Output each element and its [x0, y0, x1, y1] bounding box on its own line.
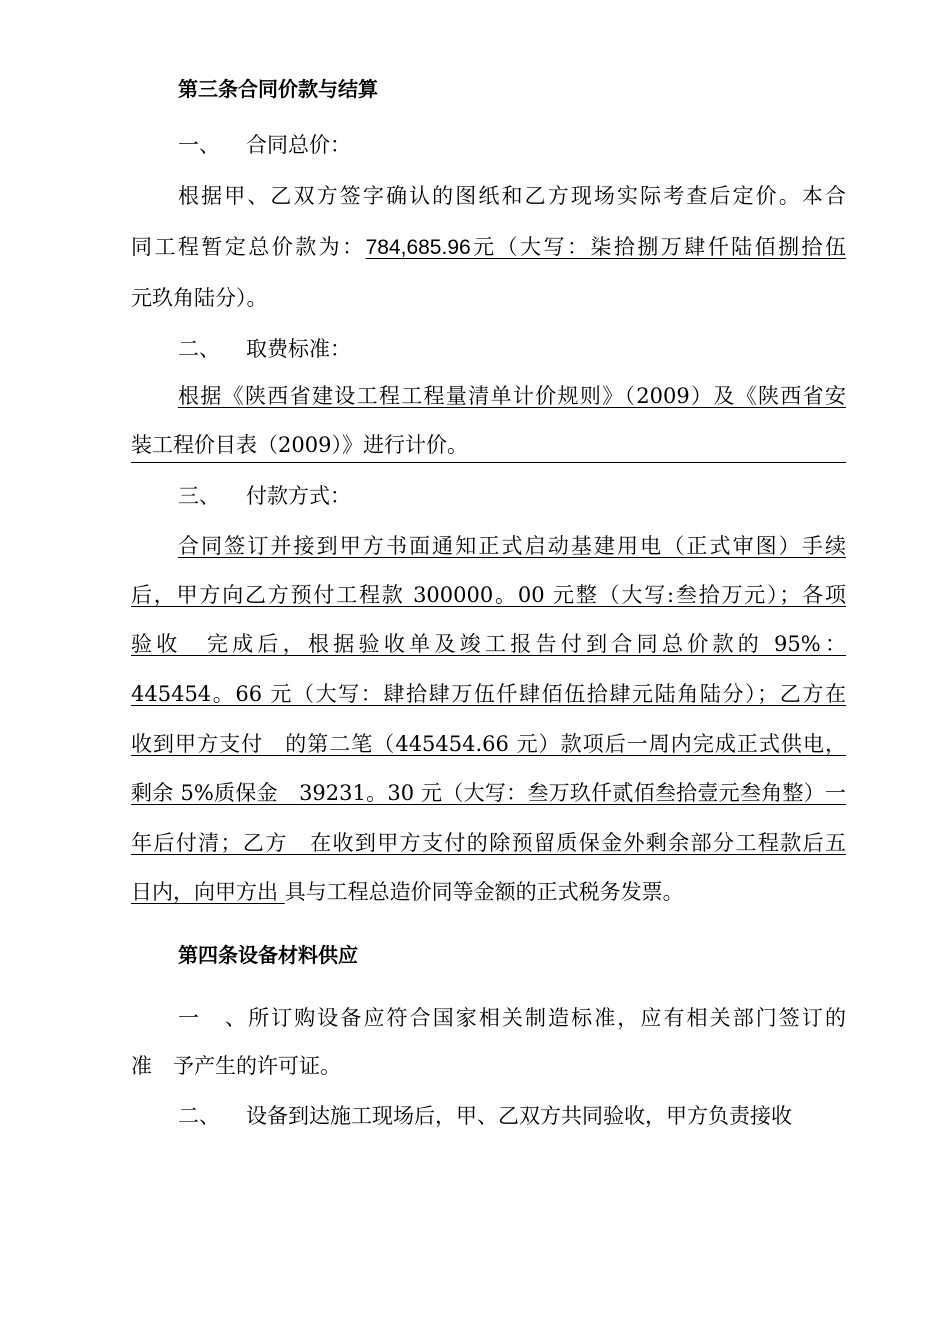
total-price-line-2 — [131, 232, 846, 262]
payment-line-3: 验收 完成后，根据验收单及竣工报告付到合同总价款的 95%： — [131, 632, 846, 656]
fee-standard-line-1: 根据《陕西省建设工程工程量清单计价规则》（2009）及《陕西省安 — [178, 384, 846, 408]
equipment-item-2-line-1 — [178, 1101, 846, 1131]
payment-line-6: 剩余 5%质保金 39231。30 元（大写：叁万玖仟贰佰叁拾壹元叁角整）一 — [131, 781, 846, 805]
total-price-amount-words: 元（大写：柒拾捌万肆仟陆佰捌拾伍 — [470, 235, 846, 259]
fee-standard-underline — [131, 462, 846, 463]
equipment-item-1-line-1 — [178, 1003, 846, 1033]
payment-line-7: 年后付清；乙方 在收到甲方支付的除预留质保金外剩余部分工程款后五 — [131, 831, 846, 855]
total-price-line-1: 根据甲、乙双方签字确认的图纸和乙方现场实际考查后定价。本合 — [178, 184, 846, 208]
payment-line-8 — [131, 877, 846, 907]
article-3-item-2-heading — [178, 334, 846, 364]
equipment-item-1-text: 所订购设备应符合国家相关制造标准，应有相关部门签订的 — [246, 1006, 846, 1030]
item-number: 一、 — [178, 1006, 246, 1030]
item-label: 合同总价： — [246, 133, 351, 157]
total-price-amount-group — [366, 235, 846, 259]
equipment-item-2-text: 设备到达施工现场后，甲、乙双方共同验收，甲方负责接收 — [246, 1104, 792, 1128]
article-3-title: 第三条合同价款与结算 — [178, 77, 378, 101]
payment-line-2: 后，甲方向乙方预付工程款 300000。00 元整（大写:叁拾万元）；各项 — [131, 583, 846, 607]
item-number: 一、 — [178, 133, 220, 157]
item-number: 三、 — [178, 484, 220, 508]
article-3-item-1-heading — [178, 130, 846, 160]
item-number: 二、 — [178, 1104, 220, 1128]
fee-standard-line-2: 装工程价目表（2009）》进行计价。 — [131, 433, 468, 457]
total-price-amount: 784,685.96 — [365, 236, 471, 259]
total-price-line-3: 元玖角陆分）。 — [131, 286, 268, 310]
equipment-item-1-line-2: 准 予产生的许可证。 — [131, 1054, 341, 1078]
payment-line-4: 445454。66 元（大写：肆拾肆万伍仟肆佰伍拾肆元陆角陆分）；乙方在 — [131, 682, 846, 706]
payment-line-1: 合同签订并接到甲方书面通知正式启动基建用电（正式审图）手续 — [178, 534, 846, 558]
item-label: 付款方式： — [246, 484, 351, 508]
payment-line-8-underlined: 日内，向甲方出 — [131, 880, 285, 904]
article-4-title: 第四条设备材料供应 — [178, 943, 358, 967]
total-price-prefix: 同工程暂定总价款为： — [131, 235, 366, 259]
payment-line-5: 收到甲方支付 的第二笔（445454.66 元）款项后一周内完成正式供电， — [131, 732, 846, 756]
item-label: 取费标准： — [246, 337, 351, 361]
item-number: 二、 — [178, 337, 220, 361]
payment-line-8-plain: 具与工程总造价同等金额的正式税务发票。 — [284, 880, 684, 904]
article-3-item-3-heading — [178, 481, 846, 511]
